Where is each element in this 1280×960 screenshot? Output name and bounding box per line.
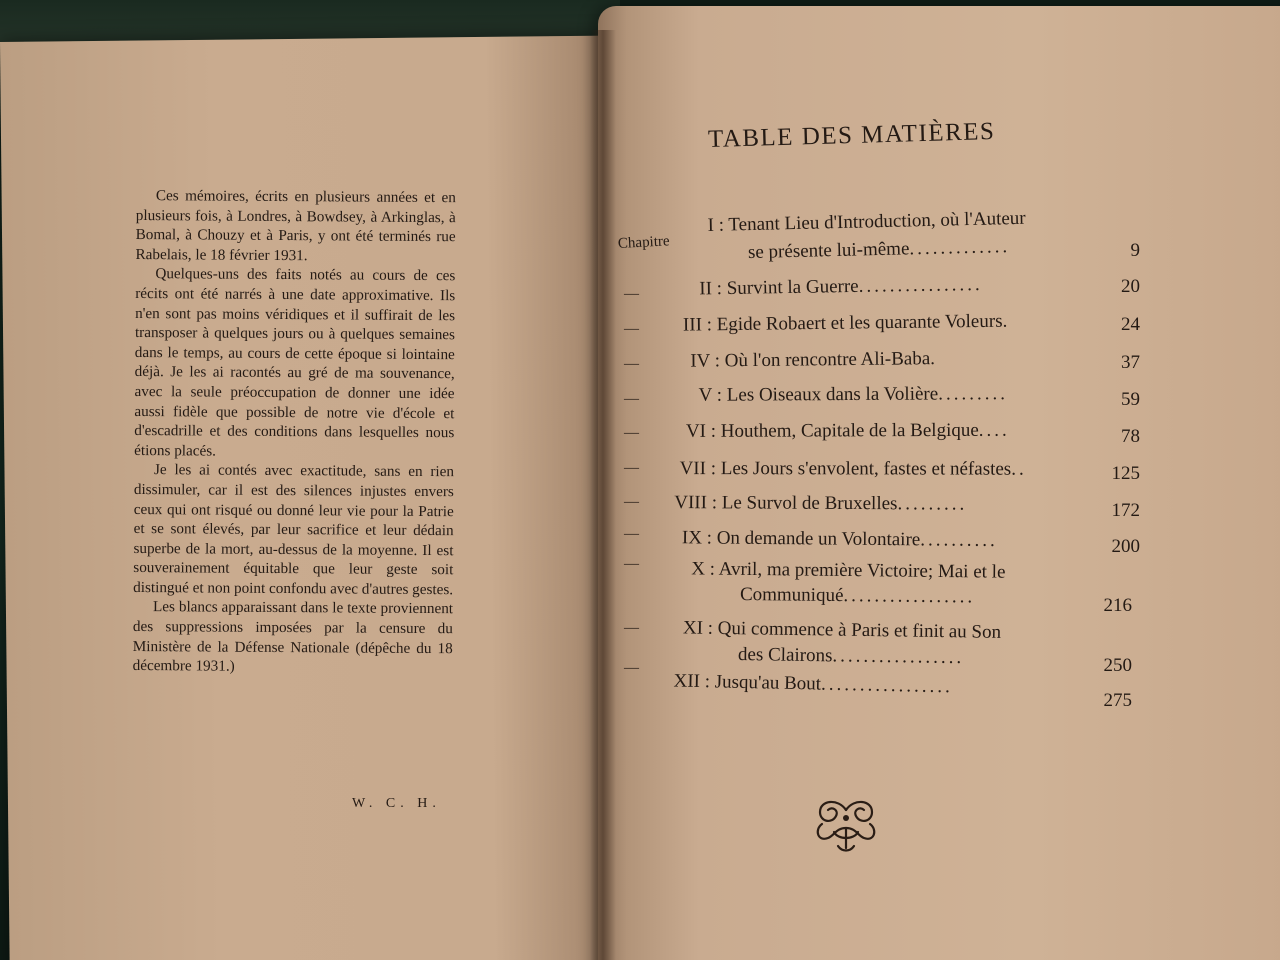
- toc-leader-dots: .................: [843, 585, 976, 608]
- toc-dash: —: [624, 321, 639, 337]
- toc-leader-dots: .: [1002, 310, 1008, 332]
- toc-page-number: 250: [1103, 655, 1132, 676]
- toc-page-number: 200: [1111, 536, 1140, 557]
- toc-leader-dots: ................: [858, 273, 983, 297]
- toc-entry: [652, 311, 1008, 337]
- toc-leader-dots: .........: [897, 493, 968, 515]
- toc-chapter-number: XII :: [673, 670, 711, 693]
- toc-chapter-number: II :: [699, 278, 723, 300]
- toc-leader-dots: .................: [820, 673, 954, 698]
- toc-chapter-number: VIII :: [674, 492, 718, 514]
- toc-entry: [662, 383, 1008, 407]
- toc-chapter-title: Tenant Lieu d'Introduction, où l'Auteur: [723, 207, 1026, 236]
- toc-entry: [653, 617, 1001, 644]
- toc-chapter-title: Survint la Guerre: [721, 275, 859, 300]
- toc-chapter-title: Qui commence à Paris et finit au Son: [712, 617, 1002, 643]
- toc-dash: —: [624, 286, 639, 302]
- toc-page-number: 9: [1130, 240, 1140, 261]
- toc-chapter-title: Egide Robaert et les quarante Voleurs: [711, 310, 1003, 336]
- toc-page-number: 20: [1121, 276, 1140, 297]
- toc-chapter-number: IX :: [681, 527, 713, 549]
- toc-dash: —: [624, 425, 639, 441]
- toc-page-number: 78: [1121, 426, 1140, 447]
- toc-dash: —: [624, 460, 639, 476]
- toc-chapter-title: Le Survol de Bruxelles: [716, 492, 898, 515]
- toc-entry: [748, 236, 1011, 264]
- toc-entry: [660, 348, 935, 373]
- toc-entry: [657, 492, 967, 516]
- preface-paragraph: Quelques-uns des faits notés au cours de ces récits ont été narrés à une date approximative. Ils n'en sont pas moins véridiques et il suffirait de les transposer à quelques jours ou à quelques semaines dans le temps, au cours de cette époque si lointaine déjà. Je les ai racontés au gré de ma souvenance, avec la seule préoccupation de donner une idée aussi fidèle que possible de notre vie d'école et d'escadrille et des conditions dans lesquelles nous étions placés.: [134, 265, 456, 460]
- toc-page-number: 216: [1103, 595, 1132, 616]
- toc-chapter-title: Communiqué: [739, 584, 844, 607]
- toc-entry: [656, 458, 1027, 481]
- toc-dash: —: [624, 660, 639, 676]
- toc-chapter-title: des Clairons: [737, 644, 833, 667]
- toc-chapter-title: On demande un Volontaire: [711, 527, 921, 551]
- toc-leader-dots: ..........: [920, 529, 998, 552]
- toc-chapter-title: Les Oiseaux dans la Volière: [721, 383, 939, 406]
- toc-chapter-title: se présente lui-même: [747, 238, 910, 263]
- toc-chapter-title: Les Jours s'envolent, fastes et néfastes: [715, 458, 1012, 480]
- toc-page-number: 172: [1111, 500, 1140, 521]
- toc-chapter-number: I :: [707, 214, 725, 237]
- preface-paragraph: Je les ai contés avec exactitude, sans en rien dissimuler, car il est des silences injustes envers ceux qui ont risqué ou donné leur vie pour la Patrie et se sont élevés, par leur sacrifice et leur dédain superbe de la mort, au-dessus de la moyenne. Il est souverainement équitable que leur geste soit distingué et non point confondu avec d'autres gestes.: [133, 461, 455, 599]
- toc-chapter-number: IV :: [690, 350, 721, 372]
- toc-dash: —: [624, 494, 639, 510]
- toc-entry: [738, 644, 965, 669]
- toc-dash: —: [624, 620, 639, 636]
- toc-leader-dots: .............: [909, 236, 1011, 260]
- toc-entry: [650, 670, 953, 698]
- toc-leader-dots: .................: [832, 645, 965, 669]
- toc-chapter-number: VI :: [685, 420, 717, 442]
- chapitre-label: Chapitre: [617, 233, 670, 252]
- toc-page-number: 59: [1121, 389, 1140, 410]
- toc-entry: [655, 558, 1006, 584]
- preface-signature: W. C. H.: [352, 796, 441, 811]
- toc-dash: —: [624, 556, 639, 572]
- toc-chapter-number: VII :: [679, 458, 717, 480]
- toc-chapter-number: V :: [698, 384, 723, 406]
- toc-chapter-title: Où l'on rencontre Ali-Baba: [719, 348, 931, 372]
- toc-page-number: 37: [1121, 352, 1140, 373]
- toc-leader-dots: .: [930, 348, 936, 370]
- toc-chapter-number: XI :: [682, 617, 714, 639]
- toc-entry: [740, 584, 975, 608]
- preface-paragraph: Ces mémoires, écrits en plusieurs années et en plusieurs fois, à Londres, à Bowdsey, à Arkinglas, à Bomal, à Chouzy et à Paris, y ont été terminés rue Rabelais, le 18 février 1931.: [135, 187, 456, 264]
- toc-page-number: 275: [1103, 690, 1132, 711]
- toc-leader-dots: ....: [978, 419, 1010, 441]
- toc-chapter-number: X :: [691, 558, 716, 580]
- toc-chapter-title: Jusqu'au Bout: [709, 671, 822, 695]
- toc-page-number: 24: [1121, 314, 1140, 335]
- toc-dash: —: [624, 526, 639, 542]
- toc-chapter-title: Houthem, Capitale de la Belgique: [715, 419, 979, 442]
- toc-entry: [662, 274, 983, 301]
- toc-chapter-number: III :: [682, 314, 713, 336]
- toc-dash: —: [624, 391, 639, 407]
- toc-leader-dots: .........: [938, 383, 1008, 405]
- toc-chapter-title: Avril, ma première Victoire; Mai et le: [714, 558, 1006, 583]
- toc-leader-dots: ..: [1011, 458, 1027, 480]
- toc-entry: [652, 527, 998, 552]
- toc-entry: [664, 208, 1026, 238]
- toc-dash: —: [624, 356, 639, 372]
- ornament-icon: [808, 796, 884, 858]
- toc-title: TABLE DES MATIÈRES: [707, 117, 996, 153]
- preface-paragraph: Les blancs apparaissant dans le texte proviennent des suppressions imposées par la censure du Ministère de la Défense Nationale (dépêche du 18 décembre 1931.): [132, 598, 454, 675]
- toc-entry: [656, 420, 1010, 443]
- toc-page-number: 125: [1111, 463, 1140, 484]
